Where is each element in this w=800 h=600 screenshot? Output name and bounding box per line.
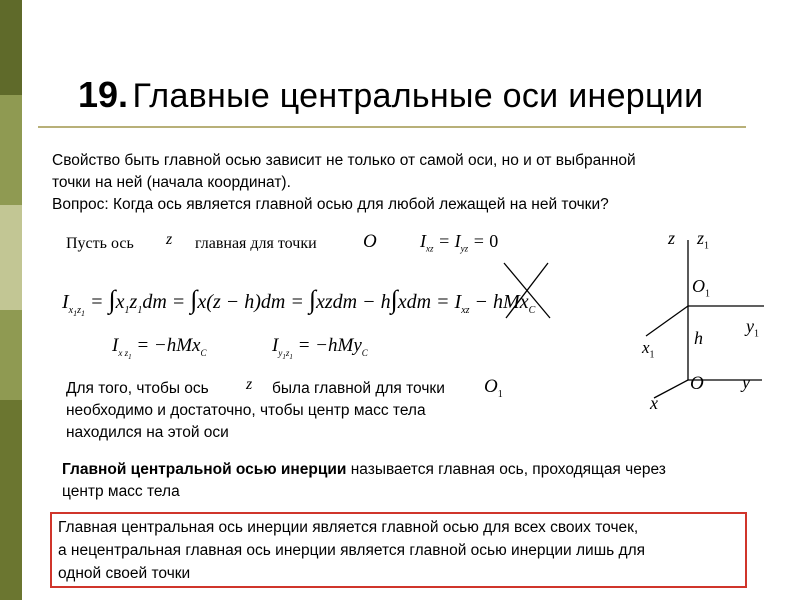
x1-axis-line <box>646 306 688 336</box>
premise-text-a: Пусть ось <box>66 235 134 252</box>
conclusion-line-2: а нецентральная главная ось инерции является главной осью инерции лишь для <box>58 542 646 559</box>
premise-point: O <box>363 231 377 252</box>
definition-rest: называется главная ось, проходящая через <box>346 461 666 478</box>
definition-term: Главной центральной осью инерции <box>62 461 347 478</box>
condition-axis: z <box>246 376 253 393</box>
label-h: h <box>694 328 703 348</box>
conclusion-line-3: одной своей точки <box>58 565 191 582</box>
definition-line-2: центр масс тела <box>62 483 180 500</box>
label-y: y <box>742 372 750 392</box>
label-z1: $z_1$ <box>697 228 710 252</box>
condition-line-2: необходимо и достаточно, чтобы центр масс тела <box>66 402 426 419</box>
condition-line-3: находился на этой оси <box>66 424 229 441</box>
label-x1: $x_1$ <box>642 338 655 361</box>
intro-line-1: Свойство быть главной осью зависит не только от самой оси, но и от выбранной <box>52 152 636 169</box>
label-x: x <box>650 393 658 413</box>
label-O1: $O_1$ <box>692 276 710 300</box>
main-equation: $I_{x_1z_1} = \int x_1z_1dm = \int x(z - h)dm$ = ∫xzdm − $h\int xdm = I_{xz} - hMx_C$ <box>62 285 536 318</box>
title-number: 19. <box>78 74 129 115</box>
premise-text-b: главная для точки <box>195 235 317 252</box>
conclusion-line-1: Главная центральная ось инерции является главной осью для всех своих точек, <box>58 519 639 536</box>
intro-question: Вопрос: Когда ось является главной осью для любой лежащей на ней точки? <box>52 196 609 213</box>
condition-line-1b: была главной для точки <box>272 380 445 397</box>
x-axis-line <box>654 380 688 398</box>
label-O: O <box>690 373 704 394</box>
premise-condition: $I_{xz} = I_{yz} = 0$ <box>420 231 499 254</box>
label-y1: $y_1$ <box>746 316 759 340</box>
title-text: Главные центральные оси инерции <box>132 77 704 115</box>
label-z: z <box>668 228 676 248</box>
condition-line-1a: Для того, чтобы ось <box>66 380 209 397</box>
result-equation-2: $I_{y_1z_1} = -hMy_C$ <box>272 335 368 361</box>
premise-axis: z <box>166 231 173 248</box>
condition-point: $O_1$ <box>484 376 503 400</box>
result-equation-1: $I_{x z_1} = -hMx_C$ <box>112 335 207 361</box>
intro-line-2: точки на ней (начала координат). <box>52 174 291 191</box>
